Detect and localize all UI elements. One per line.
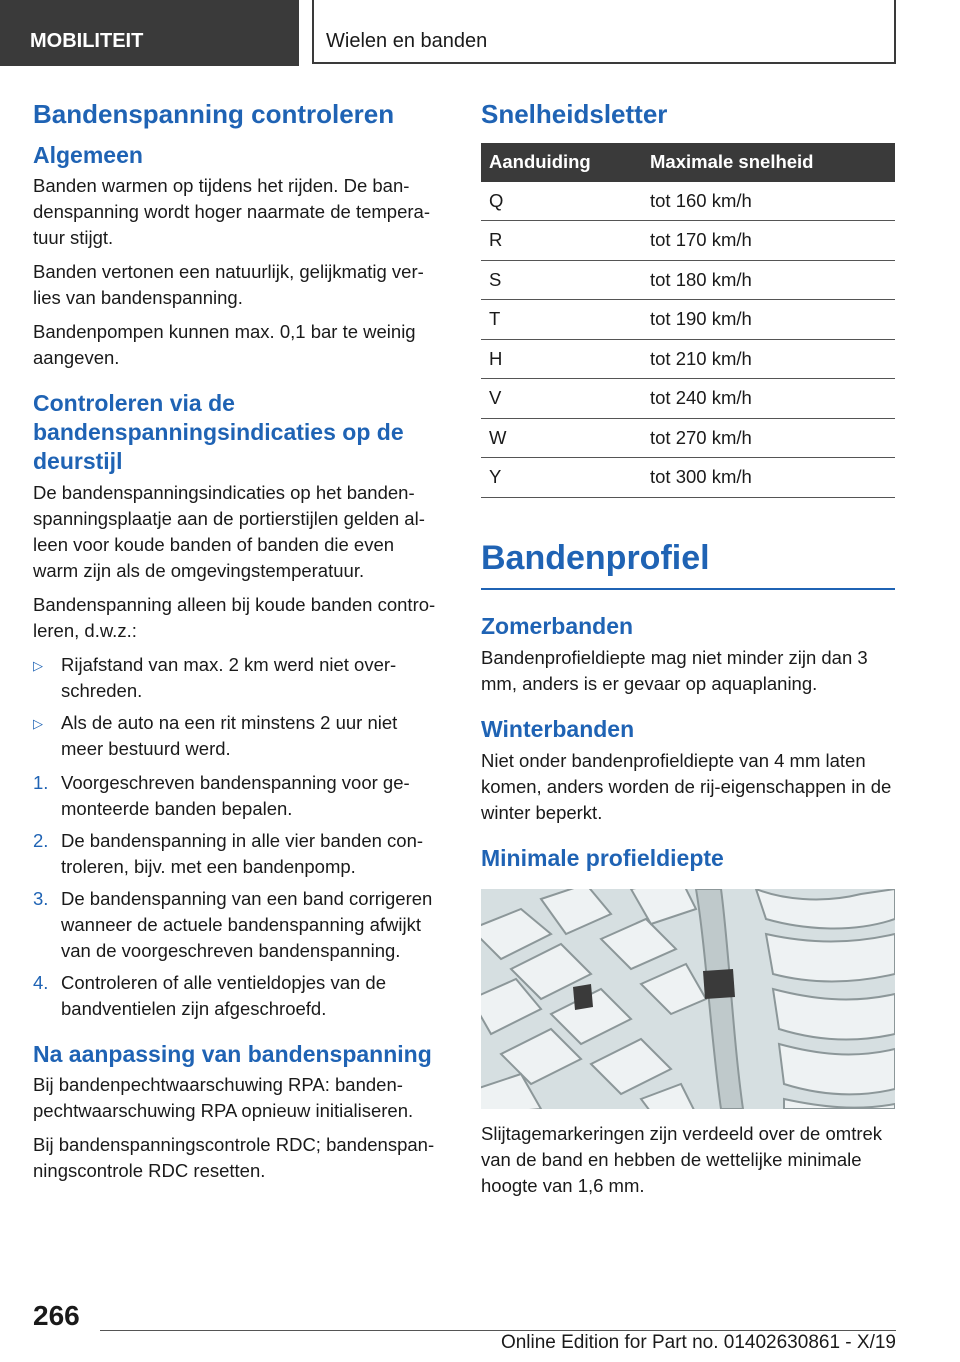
after-paragraph: Bij bandenpechtwaarschuwing RPA: bandenpechtwaarschuwing RPA opnieuw initialiseren. — [33, 1074, 414, 1122]
edition-note: Online Edition for Part no. 01402630861 - X/19 — [500, 1332, 896, 1353]
winter-text: Niet onder bandenprofieldiepte van 4 mm laten komen, anders worden de rij-eigenschappen in de winter beperkt. — [481, 749, 892, 823]
triangle-bullet-icon: ▷ — [33, 657, 43, 673]
speed-letter: H — [481, 339, 642, 379]
table-row — [481, 260, 895, 300]
step-text: De bandenspanning in alle vier banden controleren, bijv. met een bandenpomp. — [61, 829, 424, 877]
max-speed: tot 210 km/h — [642, 339, 895, 379]
step-number: 4. — [33, 971, 49, 993]
general-paragraph: Banden warmen op tijdens het rijden. De bandenspanning wordt hoger naarmate de temperatuur stijgt. — [33, 175, 430, 249]
speed-letter: Y — [481, 458, 642, 498]
speed-table — [481, 143, 895, 498]
max-speed: tot 180 km/h — [642, 260, 895, 300]
speed-letter: V — [481, 379, 642, 419]
chapter-label: Wielen en banden — [326, 30, 488, 52]
door-paragraph: De bandenspanningsindicaties op het bandenspanningsplaatje aan de portierstijlen gelden alleen voor koude banden of banden die even warm zijn als de omgevingstemperatuur. — [33, 481, 425, 581]
general-paragraph: Bandenpompen kunnen max. 0,1 bar te weinig aangeven. — [33, 321, 416, 369]
table-row — [481, 300, 895, 340]
max-speed: tot 190 km/h — [642, 300, 895, 340]
speed-letter: W — [481, 418, 642, 458]
door-heading: Controleren via de bandenspanningsindicaties op de deurstijl — [33, 390, 404, 474]
table-row — [481, 182, 895, 221]
door-paragraph: Bandenspanning alleen bij koude banden controleren, d.w.z.: — [33, 593, 436, 641]
tread-caption: Slijtagemarkeringen zijn verdeeld over de omtrek van de band en hebben de wettelijke minimale hoogte van 1,6 mm. — [481, 1122, 883, 1196]
list-item — [33, 652, 443, 704]
table-header-row — [481, 143, 895, 182]
step-text: Voorgeschreven bandenspanning voor gemonteerde banden bepalen. — [61, 771, 410, 819]
condition-text: Als de auto na een rit minstens 2 uur niet meer bestuurd werd. — [61, 711, 398, 759]
max-speed: tot 160 km/h — [642, 182, 895, 221]
list-item — [33, 828, 443, 880]
condition-text: Rijafstand van max. 2 km werd niet overschreden. — [61, 653, 397, 701]
steps-list — [33, 770, 443, 1022]
after-heading: Na aanpassing van bandenspanning — [33, 1040, 432, 1067]
max-speed: tot 270 km/h — [642, 418, 895, 458]
table-row — [481, 379, 895, 419]
speed-title: Snelheidsletter — [481, 99, 668, 129]
chapter-header — [312, 0, 896, 64]
step-number: 3. — [33, 887, 49, 909]
general-paragraph: Banden vertonen een natuurlijk, gelijkmatig verlies van bandenspanning. — [33, 261, 424, 309]
list-item — [33, 970, 443, 1022]
after-paragraph: Bij bandenspanningscontrole RDC; bandenspanningscontrole RDC resetten. — [33, 1134, 435, 1182]
conditions-list — [33, 652, 443, 762]
minimum-heading: Minimale profieldiepte — [481, 844, 724, 871]
pressure-title: Bandenspanning controleren — [33, 99, 395, 129]
page-number: 266 — [33, 1300, 80, 1331]
table-row — [481, 418, 895, 458]
tire-tread-illustration — [481, 889, 895, 1109]
left-column — [33, 98, 443, 1192]
speed-letter: Q — [481, 182, 642, 221]
table-row — [481, 221, 895, 261]
section-tab — [0, 0, 299, 66]
triangle-bullet-icon: ▷ — [33, 715, 43, 731]
list-item — [33, 710, 443, 762]
speed-letter: T — [481, 300, 642, 340]
speed-letter: R — [481, 221, 642, 261]
summer-heading: Zomerbanden — [481, 613, 634, 640]
table-row — [481, 339, 895, 379]
max-speed: tot 240 km/h — [642, 379, 895, 419]
list-item — [33, 886, 443, 964]
summer-text: Bandenprofieldiepte mag niet minder zijn dan 3 mm, anders is er gevaar op aquaplaning. — [481, 647, 868, 695]
right-column — [481, 98, 895, 1199]
speed-letter: S — [481, 260, 642, 300]
step-number: 2. — [33, 829, 49, 851]
max-speed: tot 300 km/h — [642, 458, 895, 498]
footer-divider — [100, 1330, 896, 1331]
table-row — [481, 458, 895, 498]
step-text: De bandenspanning van een band corrigeren wanneer de actuele bandenspanning afwijkt van de voorgeschreven bandenspanning. — [61, 887, 433, 961]
step-number: 1. — [33, 771, 49, 793]
section-label: MOBILITEIT — [30, 30, 144, 52]
column-header: Aanduiding — [481, 143, 642, 182]
step-text: Controleren of alle ventieldopjes van de bandventielen zijn afgeschroefd. — [61, 971, 386, 1019]
profile-title: Bandenprofiel — [481, 538, 895, 591]
winter-heading: Winterbanden — [481, 716, 635, 743]
max-speed: tot 170 km/h — [642, 221, 895, 261]
list-item — [33, 770, 443, 822]
column-header: Maximale snelheid — [642, 143, 895, 182]
general-heading: Algemeen — [33, 141, 143, 168]
